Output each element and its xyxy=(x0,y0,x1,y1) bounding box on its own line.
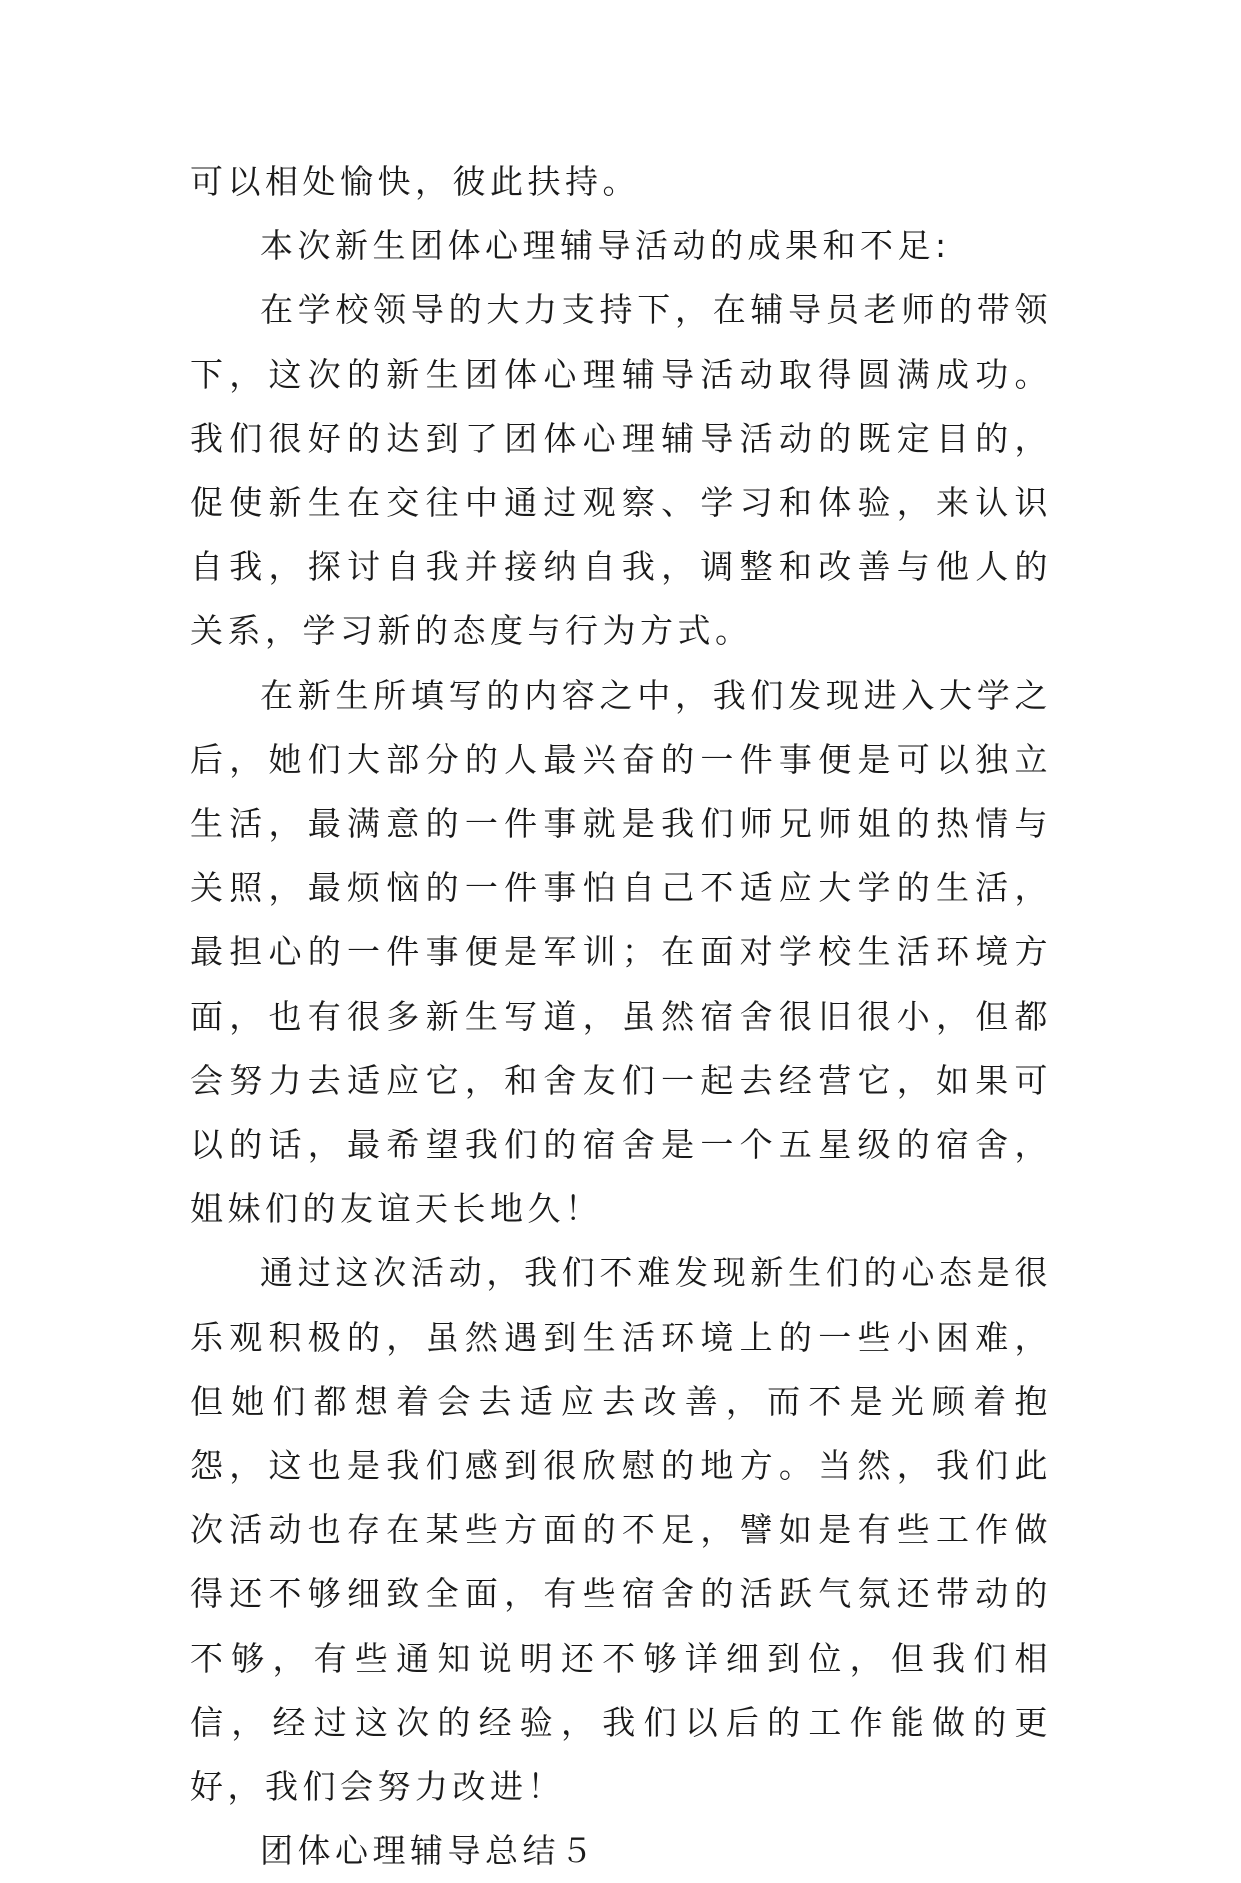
paragraph-continuation: 可以相处愉快，彼此扶持。 xyxy=(190,162,640,201)
paragraph-findings: 在新生所填写的内容之中，我们发现进入大学之后，她们大部分的人最兴奋的一件事便是可以独立生活，最满意的一件事就是我们师兄师姐的热情与关照，最烦恼的一件事怕自己不适应大学的生活，最担心的一件事便是军训；在面对学校生活环境方面，也有很多新生写道，虽然宿舍很旧很小，但都会努力去适应它，和舍友们一起去经营它，如果可以的话，最希望我们的宿舍是一个五星级的宿舍，姐妹们的友谊天长地久！ xyxy=(190,675,1052,1229)
next-section-title: 团体心理辅导总结５ xyxy=(260,1831,598,1871)
paragraph-section-heading: 本次新生团体心理辅导活动的成果和不足: xyxy=(260,226,951,266)
document-body xyxy=(190,150,1052,1883)
paragraph-reflection: 通过这次活动，我们不难发现新生们的心态是很乐观积极的，虽然遇到生活环境上的一些小困难，但她们都想着会去适应去改善，而不是光顾着抱怨，这也是我们感到很欣慰的地方。当然，我们此次活动也存在某些方面的不足，譬如是有些工作做得还不够细致全面，有些宿舍的活跃气氛还带动的不够，有些通知说明还不够详细到位，但我们相信，经过这次的经验，我们以后的工作能做的更好，我们会努力改进！ xyxy=(190,1253,1052,1807)
paragraph-results: 在学校领导的大力支持下，在辅导员老师的带领下，这次的新生团体心理辅导活动取得圆满成功。我们很好的达到了团体心理辅导活动的既定目的，促使新生在交往中通过观察、学习和体验，来认识自我，探讨自我并接纳自我，调整和改善与他人的关系，学习新的态度与行为方式。 xyxy=(190,290,1052,651)
